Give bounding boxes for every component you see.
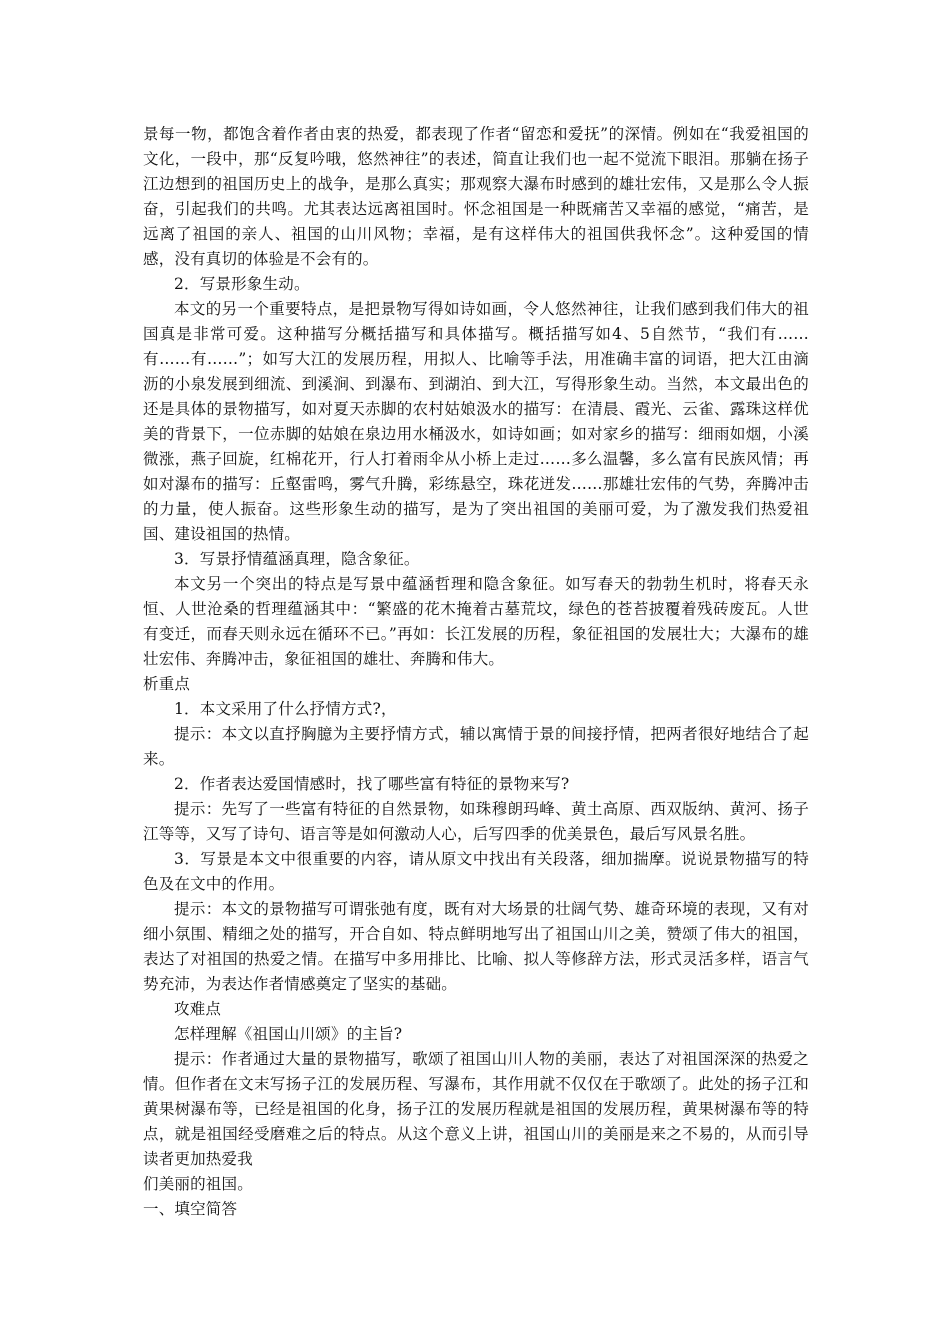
question-theme: 怎样理解《祖国山川颂》的主旨? <box>174 1025 403 1043</box>
answer-theme: 提示：作者通过大量的景物描写，歌颂了祖国山川人物的美丽，表达了对祖国深深的热爱之情。但作者在文末写扬子江的发展历程、写瀑布，其作用就不仅仅在于歌颂了。此处的扬子江和黄果树瀑布等，已经是祖国的化身，扬子江的发展历程就是祖国的发展历程，黄果树瀑布等的特点，就是祖国经受磨难之后的特点。从这个意义上讲，祖国山川的美丽是来之不易的，从而引导读者更加热爱我 <box>143 1050 809 1168</box>
question-3: 3．写景是本文中很重要的内容，请从原文中找出有关段落，细加揣摩。说说景物描写的特色及在文中的作用。 <box>143 850 809 893</box>
paragraph-symbolism: 本文另一个突出的特点是写景中蕴涵哲理和隐含象征。如写春天的勃勃生机时，将春天永恒、人世沧桑的哲理蕴涵其中：“繁盛的花木掩着古墓荒坟，绿色的苍苔披覆着残砖废瓦。人世有变迁，而春天则永远在循环不已。”再如：长江发展的历程，象征祖国的发展壮大；大瀑布的雄壮宏伟、奔腾冲击，象征祖国的雄壮、奔腾和伟大。 <box>143 575 809 668</box>
heading-symbolism: 3．写景抒情蕴涵真理，隐含象征。 <box>174 550 420 568</box>
paragraph-vivid-scenery: 本文的另一个重要特点，是把景物写得如诗如画，令人悠然神往，让我们感到我们伟大的祖国真是非常可爱。这种描写分概括描写和具体描写。概括描写如4、5自然节，“我们有……有……有……”；如写大江的发展历程，用拟人、比喻等手法，用准确丰富的词语，把大江由滴沥的小泉发展到细流、到溪涧、到瀑布、到湖泊、到大江，写得形象生动。当然，本文最出色的还是具体的景物描写，如对夏天赤脚的农村姑娘汲水的描写：在清晨、霞光、云雀、露珠这样优美的背景下，一位赤脚的姑娘在泉边用水桶汲水，如诗如画；如对家乡的描写：细雨如烟，小溪微涨，燕子回旋，红棉花开，行人打着雨伞从小桥上走过……多么温馨，多么富有民族风情；再如对瀑布的描写：丘壑雷鸣，雾气升腾，彩练悬空，珠花迸发……那雄壮宏伟的气势，奔腾冲击的力量，使人振奋。这些形象生动的描写，是为了突出祖国的美丽可爱，为了激发我们热爱祖国、建设祖国的热情。 <box>143 300 809 543</box>
question-1: 1．本文采用了什么抒情方式?， <box>174 700 397 718</box>
document-body <box>143 122 809 1222</box>
answer-3: 提示：本文的景物描写可谓张弛有度，既有对大场景的壮阔气势、雄奇环境的表现，又有对细小氛围、精细之处的描写，开合自如、特点鲜明地写出了祖国山川之美，赞颂了伟大的祖国，表达了对祖国的热爱之情。在描写中多用排比、比喻、拟人等修辞方法，形式灵活多样，语言气势充沛，为表达作者情感奠定了坚实的基础。 <box>143 900 809 993</box>
question-2: 2．作者表达爱国情感时，找了哪些富有特征的景物来写? <box>174 775 570 793</box>
heading-vivid-scenery: 2．写景形象生动。 <box>174 275 310 293</box>
paragraph-affection: 景每一物，都饱含着作者由衷的热爱，都表现了作者“留恋和爱抚”的深情。例如在“我爱祖国的文化，一段中，那“反复吟哦，悠然神往”的表述，简直让我们也一起不觉流下眼泪。那躺在扬子江边想到的祖国历史上的战争，是那么真实；那观察大瀑布时感到的雄壮宏伟，又是那么令人振奋，引起我们的共鸣。尤其表达远离祖国时。怀念祖国是一种既痛苦又幸福的感觉，“痛苦，是远离了祖国的亲人、祖国的山川风物；幸福，是有这样伟大的祖国供我怀念”。这种爱国的情感，没有真切的体验是不会有的。 <box>143 125 809 268</box>
answer-2: 提示：先写了一些富有特征的自然景物，如珠穆朗玛峰、黄土高原、西双版纳、黄河、扬子江等等，又写了诗句、语言等是如何激动人心，后写四季的优美景色，最后写风景名胜。 <box>143 800 809 843</box>
answer-1: 提示：本文以直抒胸臆为主要抒情方式，辅以寓情于景的间接抒情，把两者很好地结合了起来。 <box>143 725 809 768</box>
section-title-difficult-points: 攻难点 <box>174 1000 222 1018</box>
section-title-fill-in: 一、填空简答 <box>143 1200 238 1218</box>
answer-theme-continued: 们美丽的祖国。 <box>143 1175 253 1193</box>
section-title-key-points: 析重点 <box>143 675 191 693</box>
